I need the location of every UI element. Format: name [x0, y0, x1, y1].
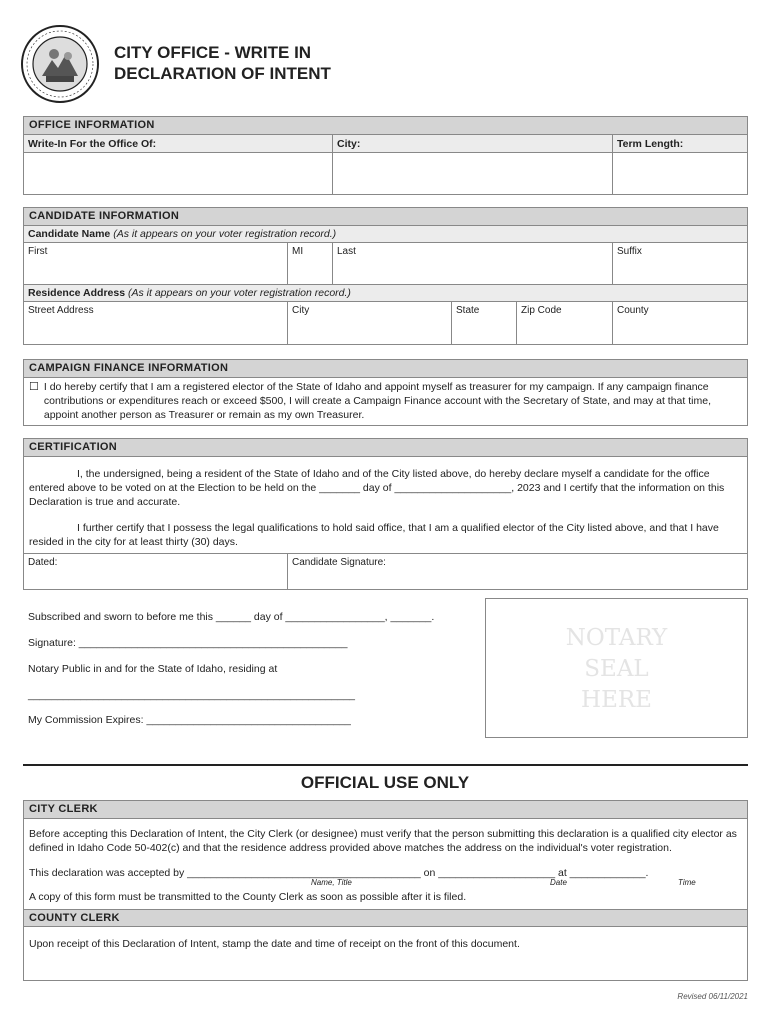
zip-label: Zip Code [521, 305, 562, 316]
accepted-by-line: This declaration was accepted by ________________________________________ on ____________________ at _____________. [29, 867, 649, 879]
candidate-signature-label: Candidate Signature: [292, 557, 386, 568]
notary-signature-line: Signature: ______________________________________________ [28, 637, 348, 649]
term-length-field[interactable] [613, 153, 747, 194]
residence-address-label: Residence Address [28, 287, 126, 299]
city-field[interactable] [333, 153, 613, 194]
notary-residing-label: Notary Public in and for the State of Idaho, residing at [28, 663, 278, 675]
county-field[interactable] [613, 302, 747, 344]
copy-transmitted-text: A copy of this form must be transmitted to the County Clerk as soon as possible after it is filed. [29, 891, 467, 903]
notary-seal-text-1: NOTARY [565, 625, 668, 651]
revised-date: Revised 06/11/2021 [677, 992, 748, 1001]
candidate-information-section [23, 207, 748, 345]
dated-label: Dated: [28, 557, 58, 568]
notary-seal-text-3: HERE [581, 687, 652, 713]
county-clerk-heading: COUNTY CLERK [24, 909, 747, 927]
notary-residing-line: ________________________________________________________ [28, 689, 356, 701]
treasurer-checkbox[interactable]: ☐ [29, 381, 39, 393]
zip-code-field[interactable] [517, 302, 613, 344]
section-heading: CERTIFICATION [24, 439, 747, 457]
certification-paragraph-1: I, the undersigned, being a resident of the State of Idaho and of the City listed above, do hereby declare myself a candidate for the office entered above to be voted on at the Election to be held on the _______ day of ____________________, 2023 and I certify that the information on this Declaration is true and accurate. [29, 468, 725, 508]
section-heading: CANDIDATE INFORMATION [24, 208, 747, 226]
date-caption: Date [550, 878, 567, 887]
middle-initial-field[interactable] [288, 243, 333, 284]
notary-seal-box [485, 598, 748, 738]
residence-address-note: (As it appears on your voter registration record.) [128, 287, 351, 299]
time-caption: Time [678, 878, 696, 887]
title-line-1: CITY OFFICE - WRITE IN [114, 43, 312, 62]
first-name-label: First [28, 246, 48, 257]
form-title [114, 42, 331, 84]
title-line-2: DECLARATION OF INTENT [114, 64, 331, 83]
official-use-heading: OFFICIAL USE ONLY [300, 773, 470, 792]
certification-paragraph-2: I further certify that I possess the legal qualifications to hold said office, that I am a qualified elector of the City listed above, and that I have resided in the city for at least thirty (30) days. [29, 522, 719, 548]
county-label: County [617, 305, 649, 316]
last-name-field[interactable] [333, 243, 613, 284]
city-label: City [292, 305, 310, 316]
first-name-field[interactable] [24, 243, 288, 284]
office-field[interactable] [24, 153, 333, 194]
suffix-label: Suffix [617, 246, 642, 257]
state-field[interactable] [452, 302, 517, 344]
term-column-header: Term Length: [613, 135, 747, 152]
candidate-signature-field[interactable] [288, 554, 747, 589]
divider [23, 764, 748, 766]
name-title-caption: Name, Title [311, 878, 352, 887]
notary-seal-text-2: SEAL [584, 656, 649, 682]
notary-subscribed-line: Subscribed and sworn to before me this ______ day of _________________, _______. [28, 611, 435, 623]
finance-text: I do hereby certify that I am a registered elector of the State of Idaho and appoint myself as treasurer for my campaign. If any campaign finance contributions or expenditures reach or exceed $500, I will create a Campaign Finance account with the Secretary of State, and may at that time, appoint another person as Treasurer or remain as my own Treasurer. [43, 381, 711, 421]
street-address-field[interactable] [24, 302, 288, 344]
section-heading: CAMPAIGN FINANCE INFORMATION [24, 360, 747, 378]
candidate-name-note: (As it appears on your voter registration record.) [113, 228, 337, 240]
notary-seal-placeholder [486, 623, 747, 716]
office-column-header: Write-In For the Office Of: [24, 135, 333, 152]
city-clerk-heading: CITY CLERK [24, 801, 747, 819]
clerk-section [23, 800, 748, 981]
candidate-name-label: Candidate Name [28, 228, 111, 240]
suffix-field[interactable] [613, 243, 747, 284]
residence-address-subheader [24, 285, 747, 302]
commission-expires-line: My Commission Expires: ___________________________________ [28, 714, 351, 726]
office-information-section [23, 116, 748, 195]
mi-label: MI [292, 246, 304, 257]
campaign-finance-section [23, 359, 748, 426]
state-seal-icon [20, 24, 100, 104]
dated-field[interactable] [24, 554, 288, 589]
county-clerk-text: Upon receipt of this Declaration of Intent, stamp the date and time of receipt on the front of this document. [29, 938, 520, 950]
city-column-header: City: [333, 135, 613, 152]
candidate-name-subheader [24, 226, 747, 243]
state-label: State [456, 305, 480, 316]
section-heading: OFFICE INFORMATION [24, 117, 747, 135]
certification-section [23, 438, 748, 590]
street-label: Street Address [28, 305, 94, 316]
city-clerk-text: Before accepting this Declaration of Intent, the City Clerk (or designee) must verify that the person submitting this declaration is a qualified city elector as defined in Idaho Code 50-402(c) and that the residence address provided above matches the address on the individual's voter registration. [29, 828, 737, 854]
last-name-label: Last [337, 246, 356, 257]
residence-city-field[interactable] [288, 302, 452, 344]
